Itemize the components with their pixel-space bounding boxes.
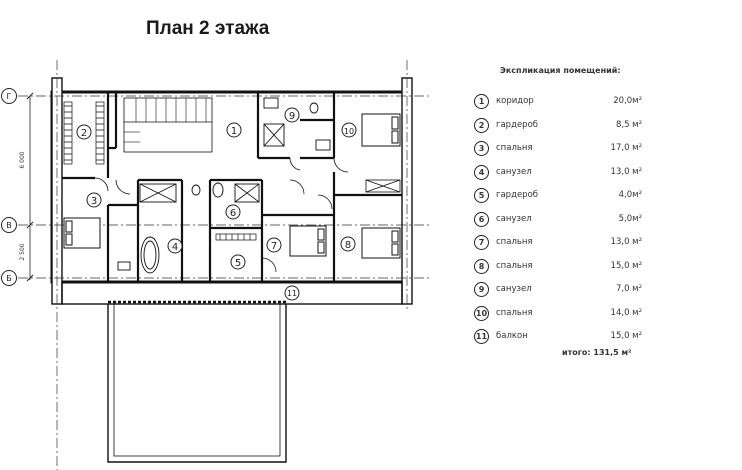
interior-walls [62,92,402,282]
legend-room-name: санузел [496,166,532,177]
axis-bubble-v [2,218,17,233]
dimension-6000: 6 000 [19,151,26,169]
dimension-2500: 2 500 [19,243,26,261]
room-number-10 [342,123,356,137]
svg-text:Б: Б [6,274,12,283]
svg-text:10: 10 [343,127,355,136]
legend-room-name: балкон [496,331,528,341]
svg-text:8: 8 [344,240,352,251]
room-number-8 [341,237,355,251]
terrace-outline [108,304,286,462]
room-number-7 [267,238,281,252]
room-number-5 [231,255,245,269]
legend-row [474,188,674,204]
legend-room-area: 13,0 м² [610,237,642,247]
legend-room-area: 4,0м² [618,190,642,200]
legend-room-number: 1 [474,94,489,109]
bed-room-7 [290,226,326,256]
legend-row [474,94,674,110]
room-number-6 [226,205,240,219]
legend-room-name: спальня [496,260,533,271]
balcony [62,282,402,304]
legend-room-area: 13,0 м² [610,166,642,177]
legend-room-area: 20,0м² [613,96,642,106]
legend-room-area: 17,0 м² [610,143,642,153]
legend-row [474,118,674,134]
axis-bubble-g [2,89,17,104]
legend-row [474,259,674,275]
legend-title: Экспликация помещений: [500,66,621,75]
legend-room-area: 8,5 м² [615,119,642,130]
legend-room-number: 7 [474,235,489,250]
outer-wall [52,92,410,282]
legend-row [474,306,674,322]
legend-room-number: 6 [474,212,489,227]
legend-room-name: коридор [496,96,534,106]
room-number-11 [285,286,299,300]
legend-room-number: 3 [474,141,489,156]
legend-room-name: санузел [496,284,532,294]
legend-total: итого: 131,5 м² [562,348,632,357]
bed-room-8 [362,228,400,258]
legend-room-number: 8 [474,259,489,274]
legend-room-name: спальня [496,307,533,318]
legend-row [474,329,674,345]
legend-room-name: спальня [496,237,533,247]
legend-room-area: 7,0 м² [615,284,642,294]
room-number-3 [87,193,101,207]
legend-room-area: 5,0м² [618,213,642,224]
svg-text:5: 5 [234,258,242,269]
legend-room-number: 11 [474,329,489,344]
legend-room-number: 9 [474,282,489,297]
legend-room-number: 4 [474,165,489,180]
svg-text:В: В [6,221,12,230]
bed-room-10 [362,114,400,146]
legend-row [474,165,674,181]
svg-text:11: 11 [286,289,298,298]
svg-text:7: 7 [270,241,278,252]
legend-room-name: гардероб [496,190,539,200]
legend-room-number: 5 [474,188,489,203]
legend-room-area: 15,0 м² [610,331,642,341]
legend-row [474,235,674,251]
svg-text:9: 9 [288,111,296,122]
svg-text:3: 3 [90,196,98,207]
legend-row [474,141,674,157]
legend-room-number: 2 [474,118,489,133]
legend-room-area: 14,0 м² [610,307,642,318]
svg-text:1: 1 [230,126,238,137]
svg-text:6: 6 [229,208,237,219]
legend-row [474,282,674,298]
svg-text:4: 4 [171,242,179,253]
legend-room-area: 15,0 м² [610,260,642,271]
bed-room-3 [64,218,100,248]
dresser-room-10 [366,180,400,192]
legend-row [474,212,674,228]
page-title: План 2 этажа [146,18,270,39]
legend-room-number: 10 [474,306,489,321]
legend-room-name: гардероб [496,119,539,130]
room-number-1 [227,123,241,137]
wardrobe-rack-5 [216,234,256,240]
staircase [124,98,212,152]
axis-bubble-b [2,271,17,286]
room-number-2 [77,125,91,139]
room-number-9 [285,108,299,122]
svg-text:2: 2 [80,128,88,139]
legend-room-name: спальня [496,143,533,153]
legend-room-name: санузел [496,213,532,224]
room-number-4 [168,239,182,253]
svg-text:Г: Г [6,92,12,101]
